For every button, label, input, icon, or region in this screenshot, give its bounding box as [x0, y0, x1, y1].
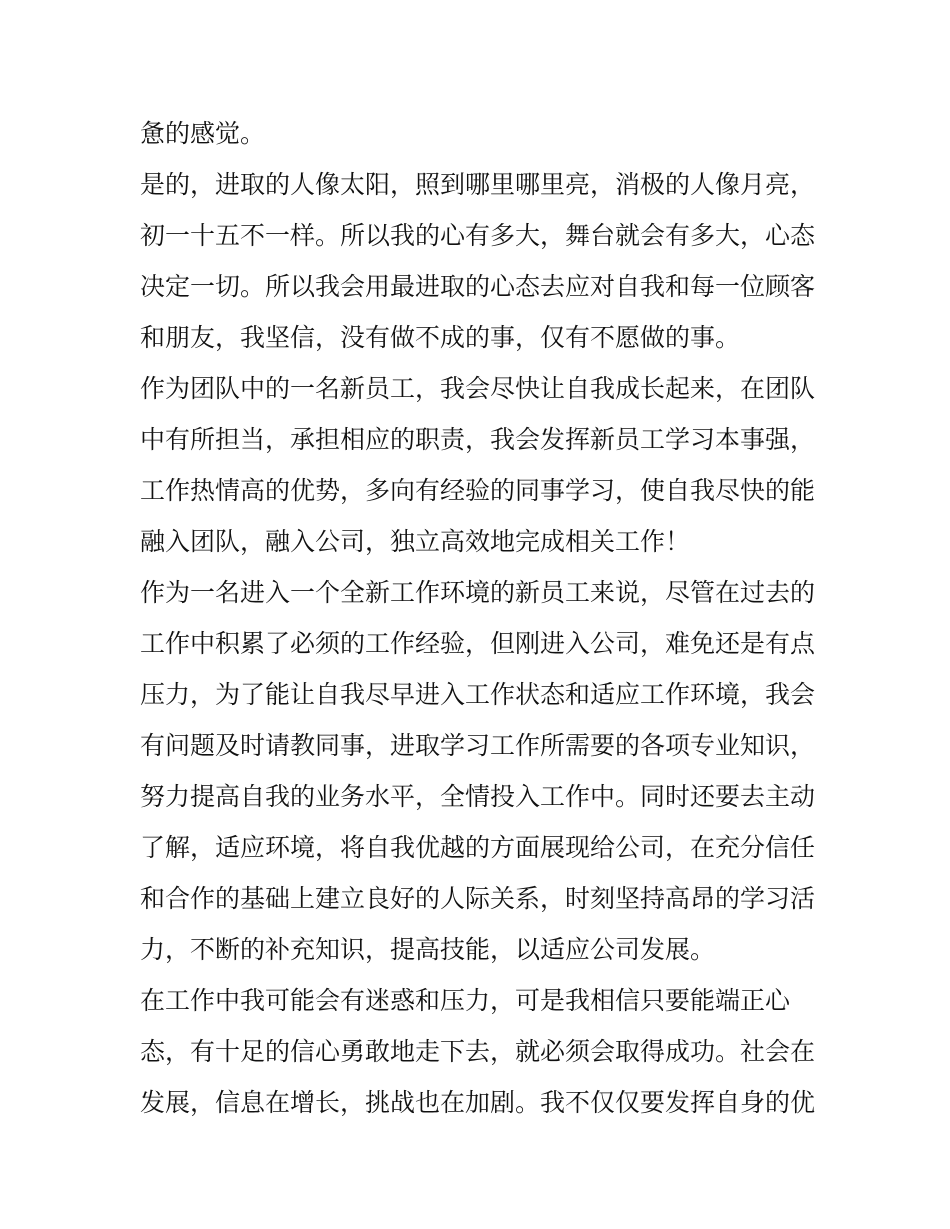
text-line: 作为一名进入一个全新工作环境的新员工来说，尽管在过去的: [140, 578, 816, 607]
text-line: 决定一切。所以我会用最进取的心态去应对自我和每一位顾客: [140, 272, 816, 301]
text-line: 作为团队中的一名新员工，我会尽快让自我成长起来，在团队: [140, 374, 816, 403]
text-line: 有问题及时请教同事，进取学习工作所需要的各项专业知识，: [140, 731, 816, 760]
document-body-text: [140, 108, 830, 1128]
text-line: 中有所担当，承担相应的职责，我会发挥新员工学习本事强，: [140, 425, 816, 454]
text-line: 是的，进取的人像太阳，照到哪里哪里亮，消极的人像月亮，: [140, 170, 816, 199]
text-line: 初一十五不一样。所以我的心有多大，舞台就会有多大，心态: [140, 221, 816, 250]
text-line: 工作热情高的优势，多向有经验的同事学习，使自我尽快的能: [140, 476, 816, 505]
text-line: 和合作的基础上建立良好的人际关系，时刻坚持高昂的学习活: [140, 884, 816, 913]
text-line: 惫的感觉。: [140, 119, 266, 148]
text-line: 力，不断的补充知识，提高技能，以适应公司发展。: [140, 935, 716, 964]
text-line: 工作中积累了必须的工作经验，但刚进入公司，难免还是有点: [140, 629, 816, 658]
text-line: 发展，信息在增长，挑战也在加剧。我不仅仅要发挥自身的优: [140, 1088, 816, 1117]
text-line: 和朋友，我坚信，没有做不成的事，仅有不愿做的事。: [140, 323, 741, 352]
text-line: 态，有十足的信心勇敢地走下去，就必须会取得成功。社会在: [140, 1037, 816, 1066]
text-line: 在工作中我可能会有迷惑和压力，可是我相信只要能端正心: [140, 986, 791, 1015]
text-line: 压力，为了能让自我尽早进入工作状态和适应工作环境，我会: [140, 680, 816, 709]
text-line: 融入团队，融入公司，独立高效地完成相关工作！: [140, 527, 691, 556]
text-line: 努力提高自我的业务水平，全情投入工作中。同时还要去主动: [140, 782, 816, 811]
text-line: 了解，适应环境，将自我优越的方面展现给公司，在充分信任: [140, 833, 816, 862]
